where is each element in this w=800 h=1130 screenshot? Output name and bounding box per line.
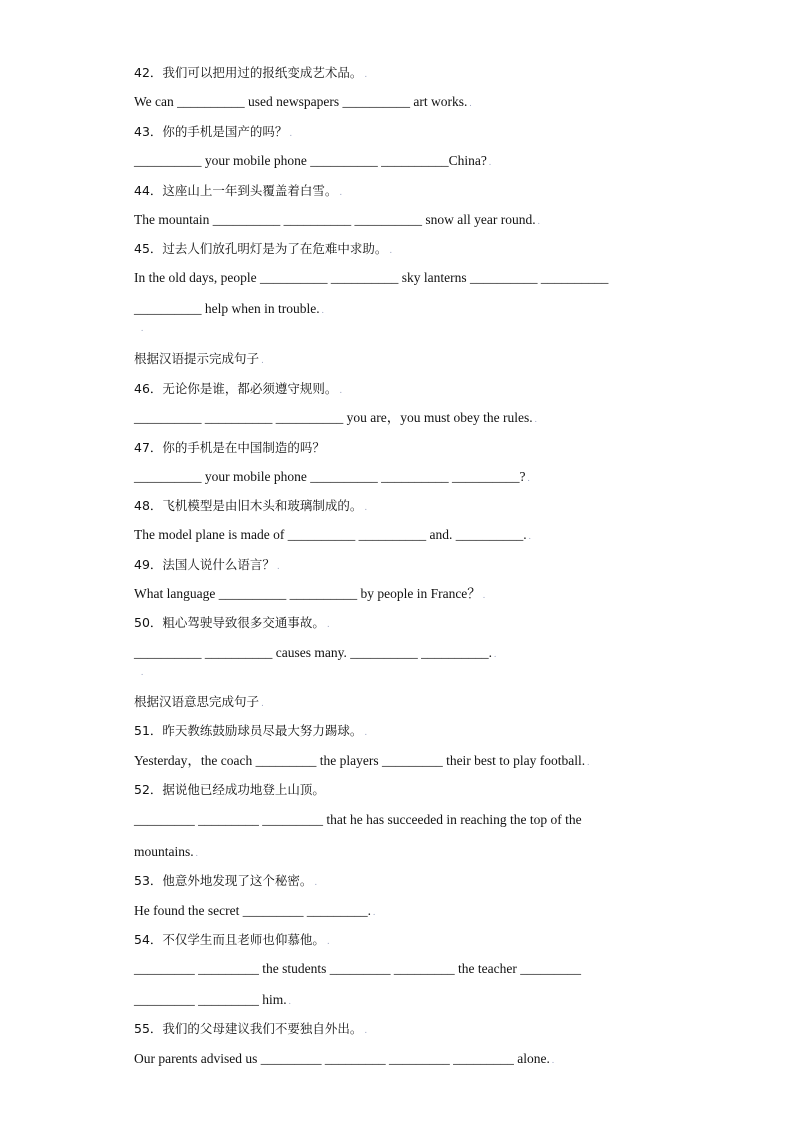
q47-prompt: 47．你的手机是在中国制造的吗？ bbox=[134, 440, 325, 455]
q49-sentence: What language __________ __________ by people in France？ . bbox=[134, 586, 486, 601]
q42-prompt: 42．我们可以把用过的报纸变成艺术品。 . bbox=[134, 65, 368, 80]
q51-prompt: 51．昨天教练鼓励球员尽最大努力踢球。 . bbox=[134, 723, 368, 738]
q53-sentence: He found the secret _________ _________. . bbox=[134, 903, 376, 918]
q47-sentence: __________ your mobile phone __________ __________ __________? . bbox=[134, 469, 530, 484]
q44-sentence: The mountain __________ __________ __________ snow all year round. . bbox=[134, 212, 540, 227]
section-heading: 根据汉语提示完成句子 . bbox=[134, 351, 264, 366]
q54-prompt: 54．不仅学生而且老师也仰慕他。 . bbox=[134, 932, 330, 947]
q48-prompt: 48．飞机模型是由旧木头和玻璃制成的。 . bbox=[134, 498, 368, 513]
paragraph-mark: . bbox=[141, 323, 144, 333]
q55-sentence: Our parents advised us _________ _________ _________ _________ alone. . bbox=[134, 1051, 555, 1066]
q54-sentence: _________ _________ the students _________ _________ the teacher _________ bbox=[134, 961, 581, 976]
q48-sentence: The model plane is made of __________ __________ and. __________. . bbox=[134, 527, 531, 542]
q49-prompt: 49．法国人说什么语言？ . bbox=[134, 557, 280, 572]
q53-prompt: 53．他意外地发现了这个秘密。 . bbox=[134, 873, 318, 888]
q45-sentence-continued: __________ help when in trouble. . bbox=[134, 301, 324, 316]
q51-sentence: Yesterday，the coach _________ the players _________ their best to play football. . bbox=[134, 753, 590, 768]
q50-sentence: __________ __________ causes many. __________ __________. . bbox=[134, 645, 497, 660]
q44-prompt: 44．这座山上一年到头覆盖着白雪。 . bbox=[134, 183, 343, 198]
section-heading: 根据汉语意思完成句子 . bbox=[134, 694, 264, 709]
q45-sentence: In the old days, people __________ __________ sky lanterns __________ __________ bbox=[134, 270, 609, 285]
q52-sentence-continued: mountains. . bbox=[134, 844, 198, 859]
q43-sentence: __________ your mobile phone __________ __________China? . bbox=[134, 153, 492, 168]
q46-sentence: __________ __________ __________ you are，you must obey the rules. . bbox=[134, 410, 537, 425]
q43-prompt: 43．你的手机是国产的吗？ . bbox=[134, 124, 293, 139]
q54-sentence-continued: _________ _________ him. . bbox=[134, 992, 291, 1007]
q42-sentence: We can __________ used newspapers __________ art works. . bbox=[134, 94, 472, 109]
q46-prompt: 46．无论你是谁，都必须遵守规则。 . bbox=[134, 381, 343, 396]
paragraph-mark: . bbox=[141, 667, 144, 677]
q52-sentence: _________ _________ _________ that he has succeeded in reaching the top of the bbox=[134, 812, 582, 827]
q50-prompt: 50．粗心驾驶导致很多交通事故。 . bbox=[134, 615, 330, 630]
q52-prompt: 52．据说他已经成功地登上山顶。 bbox=[134, 782, 325, 797]
q55-prompt: 55．我们的父母建议我们不要独自外出。 . bbox=[134, 1021, 368, 1036]
q45-prompt: 45．过去人们放孔明灯是为了在危难中求助。 . bbox=[134, 241, 393, 256]
